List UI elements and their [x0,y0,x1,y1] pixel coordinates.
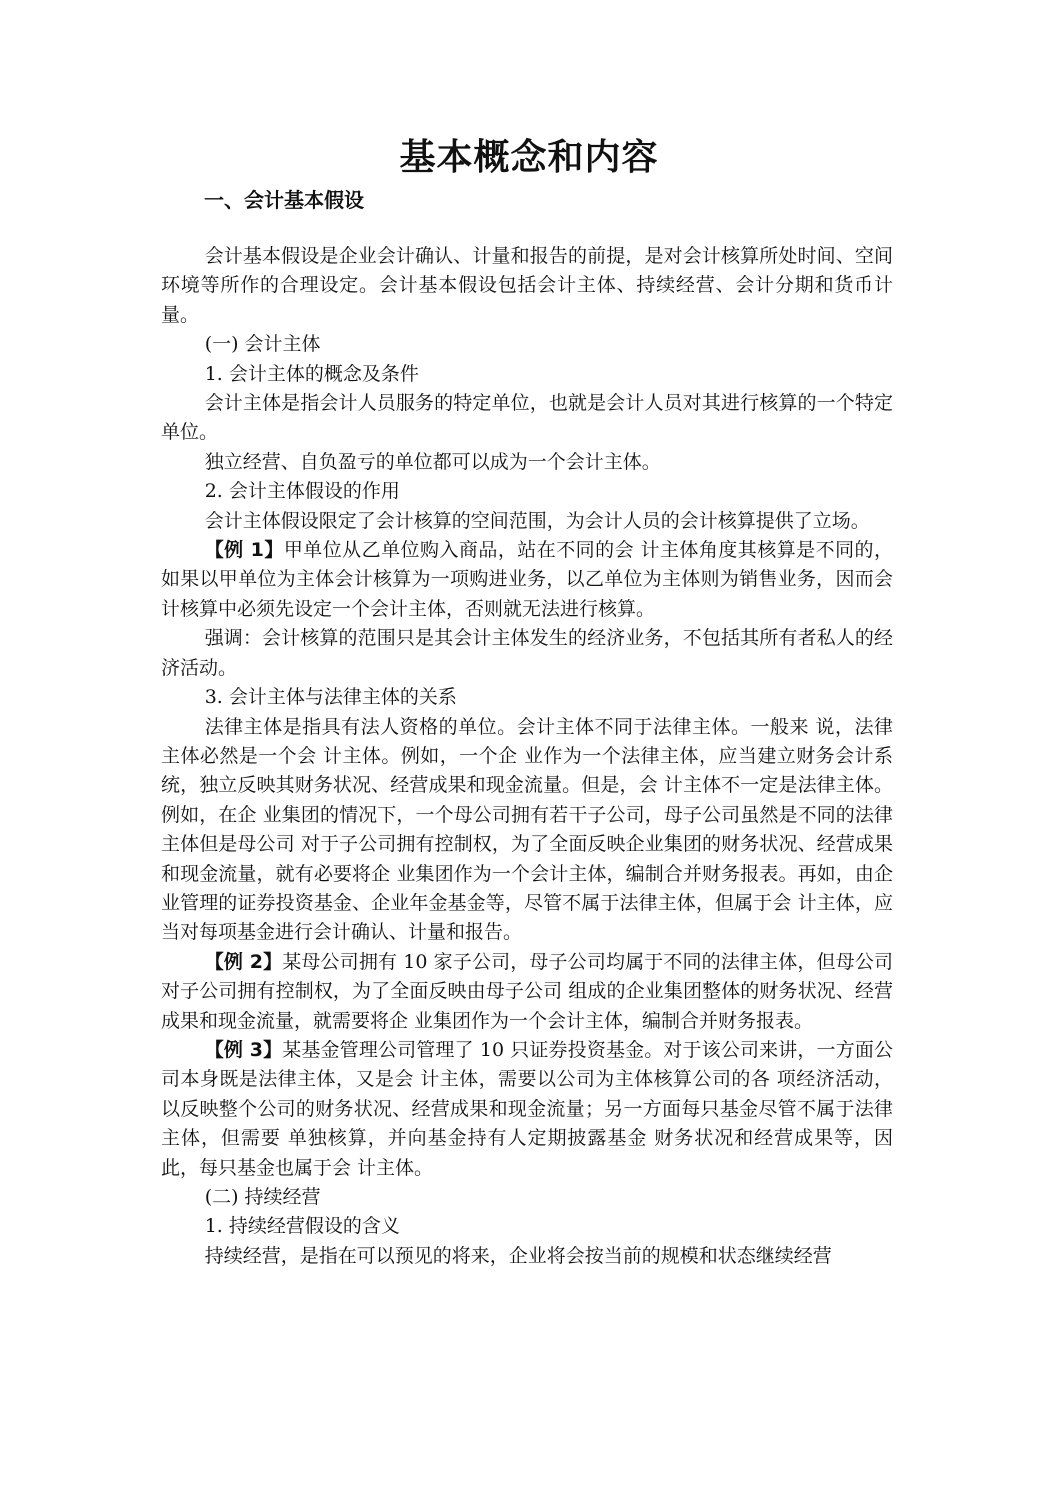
example-paragraph [161,948,893,1036]
subsection-heading: (二) 持续经营 [204,1186,321,1208]
document-title: 基本概念和内容 [399,137,659,178]
paragraph: 法律主体是指具有法人资格的单位。会计主体不同于法律主体。一般来 说，法律主体必然是一个会 计主体。例如，一个企 业作为一个法律主体，应当建立财务会计系统，独立反映其财务状况、经营成果和现金流量。但是，会 计主体不一定是法律主体。例如，在企 业集团的情况下，一个母公司拥有若干子公司，母子公司虽然是不同的法律主体但是母公司 对于子公司拥有控制权，为了全面反映企业集团的财务状况、经营成果和现金流量，就有必要将企 业集团作为一个会计主体，编制合并财务报表。再如，由企业管理的证券投资基金、企业年金基金等，尽管不属于法律主体，但属于会 计主体，应当对每项基金进行会计确认、计量和报告。 [161,715,893,944]
paragraph: 会计基本假设是企业会计确认、计量和报告的前提，是对会计核算所处时间、空间环境等所作的合理设定。会计基本假设包括会计主体、持续经营、会计分期和货币计量。 [161,245,893,326]
example-text: 某基金管理公司管理了 10 只证券投资基金。对于该公司来讲，一方面公司本身既是法律主体，又是会 计主体，需要以公司为主体核算公司的各 项经济活动，以反映整个公司的财务状况、经营成果和现金流量；另一方面每只基金尽管不属于法律主体，但需要 单独核算，并向基金持有人定期披露基金 财务状况和经营成果等，因此，每只基金也属于会 计主体。 [161,1038,893,1179]
paragraph: 会计主体是指会计人员服务的特定单位，也就是会计人员对其进行核算的一个特定单位。 [161,392,893,444]
document-body [161,242,893,1271]
subsection-heading: 2. 会计主体假设的作用 [204,480,400,503]
subsection-heading: 3. 会计主体与法律主体的关系 [204,686,457,709]
example-label: 【例 1】 [204,539,284,562]
example-label: 【例 3】 [204,1038,283,1061]
subsection-heading: (一) 会计主体 [204,333,321,356]
example-text: 某母公司拥有 10 家子公司，母子公司均属于不同的法律主体，但母公司对子公司拥有控制权，为了全面反映由母子公司 组成的企业集团整体的财务状况、经营成果和现金流量，就需要将企 业集团作为一个会计主体，编制合并财务报表。 [161,950,893,1032]
example-paragraph [161,536,893,624]
example-text: 甲单位从乙单位购入商品，站在不同的会 计主体角度其核算是不同的，如果以甲单位为主体会计核算为一项购进业务，以乙单位为主体则为销售业务，因而会计核算中必须先设定一个会计主体，否则就无法进行核算。 [161,539,893,620]
example-paragraph [161,1036,893,1183]
example-label: 【例 2】 [204,950,283,973]
paragraph: 会计主体假设限定了会计核算的空间范围，为会计人员的会计核算提供了立场。 [204,509,870,532]
paragraph: 独立经营、自负盈亏的单位都可以成为一个会计主体。 [204,450,661,473]
paragraph: 持续经营，是指在可以预见的将来，企业将会按当前的规模和状态继续经营 [204,1244,832,1267]
subsection-heading: 1. 持续经营假设的含义 [204,1215,400,1238]
subsection-heading: 1. 会计主体的概念及条件 [204,362,419,385]
paragraph: 强调：会计核算的范围只是其会计主体发生的经济业务，不包括其所有者私人的经济活动。 [161,627,893,679]
section-heading: 一、会计基本假设 [204,188,364,212]
